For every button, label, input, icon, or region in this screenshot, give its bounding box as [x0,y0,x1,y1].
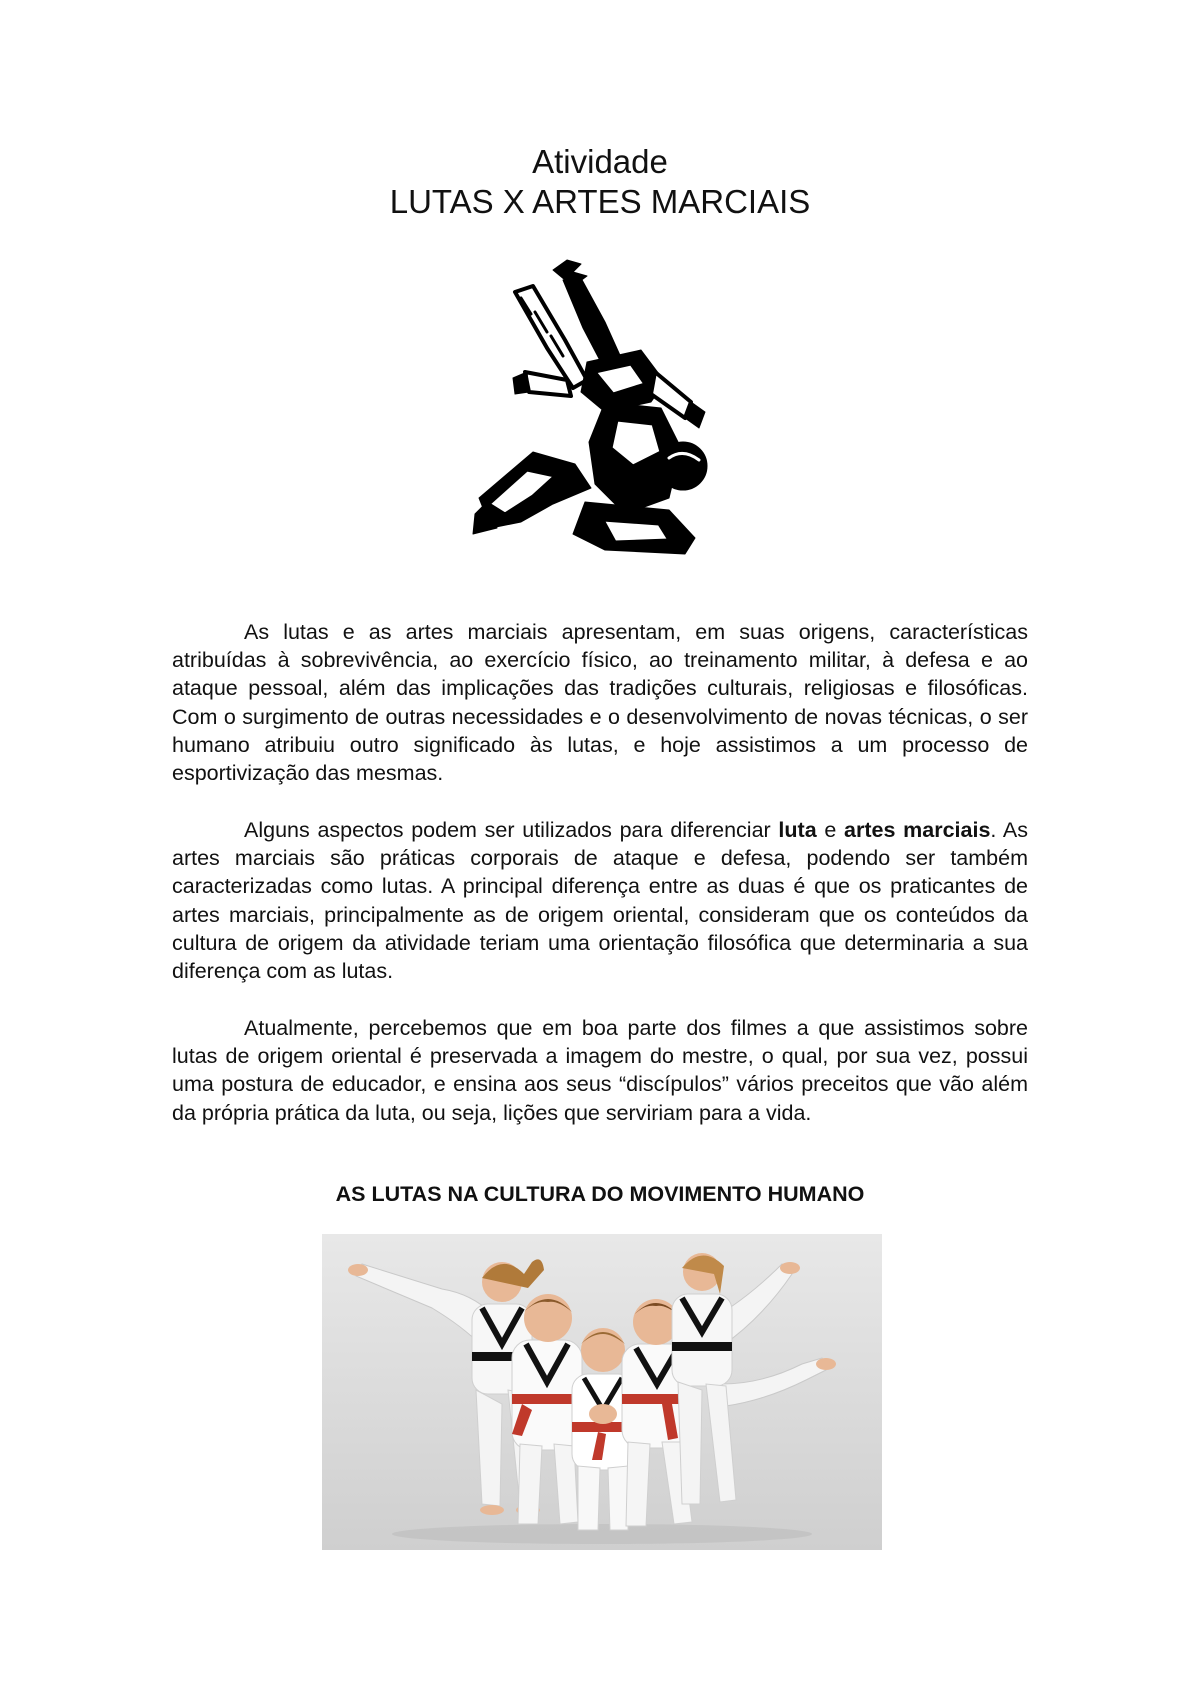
paragraph-3-text: Atualmente, percebemos que em boa parte dos filmes a que assistimos sobre lutas de origem oriental é preservada a imagem do mestre, o qual, por sua vez, possui uma postura de educador, e ensina aos seus “discípulos” vários preceitos que vão além da própria prática da luta, ou seja, lições que serviriam para a vida. [172,1016,1028,1125]
judo-throw-illustration [455,252,755,572]
paragraph-1-text: As lutas e as artes marciais apresentam, em suas origens, características atribuídas à sobrevivência, ao exercício físico, ao treinamento militar, à defesa e ao ataque pessoal, além das implicações das tradições culturais, religiosas e filosóficas. Com o surgimento de outras necessidades e o desenvolvimento de novas técnicas, o ser humano atribuiu outro significado às lutas, e hoje assistimos a um processo de esportivização das mesmas. [172,620,1028,786]
paragraph-2-text [172,816,1028,985]
section-heading: AS LUTAS NA CULTURA DO MOVIMENTO HUMANO [335,1182,865,1206]
document-title: Atividade [532,143,668,180]
children-martial-arts-photo [322,1234,882,1550]
term-luta: luta [778,818,817,842]
paragraph-3 [172,1014,1028,1127]
paragraph-2-part1: Alguns aspectos podem ser utilizados para diferenciar [244,818,779,842]
term-artes-marciais: artes marciais [844,818,991,842]
paragraph-2 [172,816,1028,985]
title-block [0,142,1200,222]
paragraph-2-part3: . As artes marciais são práticas corporais de ataque e defesa, podendo ser também caracterizadas como lutas. A principal diferença entre as duas é que os praticantes de artes marciais, principalmente as de origem oriental, consideram que os conteúdos da cultura de origem da atividade teriam uma orientação filosófica que determinaria a sua diferença com as lutas. [172,818,1029,984]
document-subtitle: LUTAS X ARTES MARCIAIS [389,183,811,220]
paragraph-2-part2: e [816,818,845,842]
paragraph-1 [172,618,1028,787]
